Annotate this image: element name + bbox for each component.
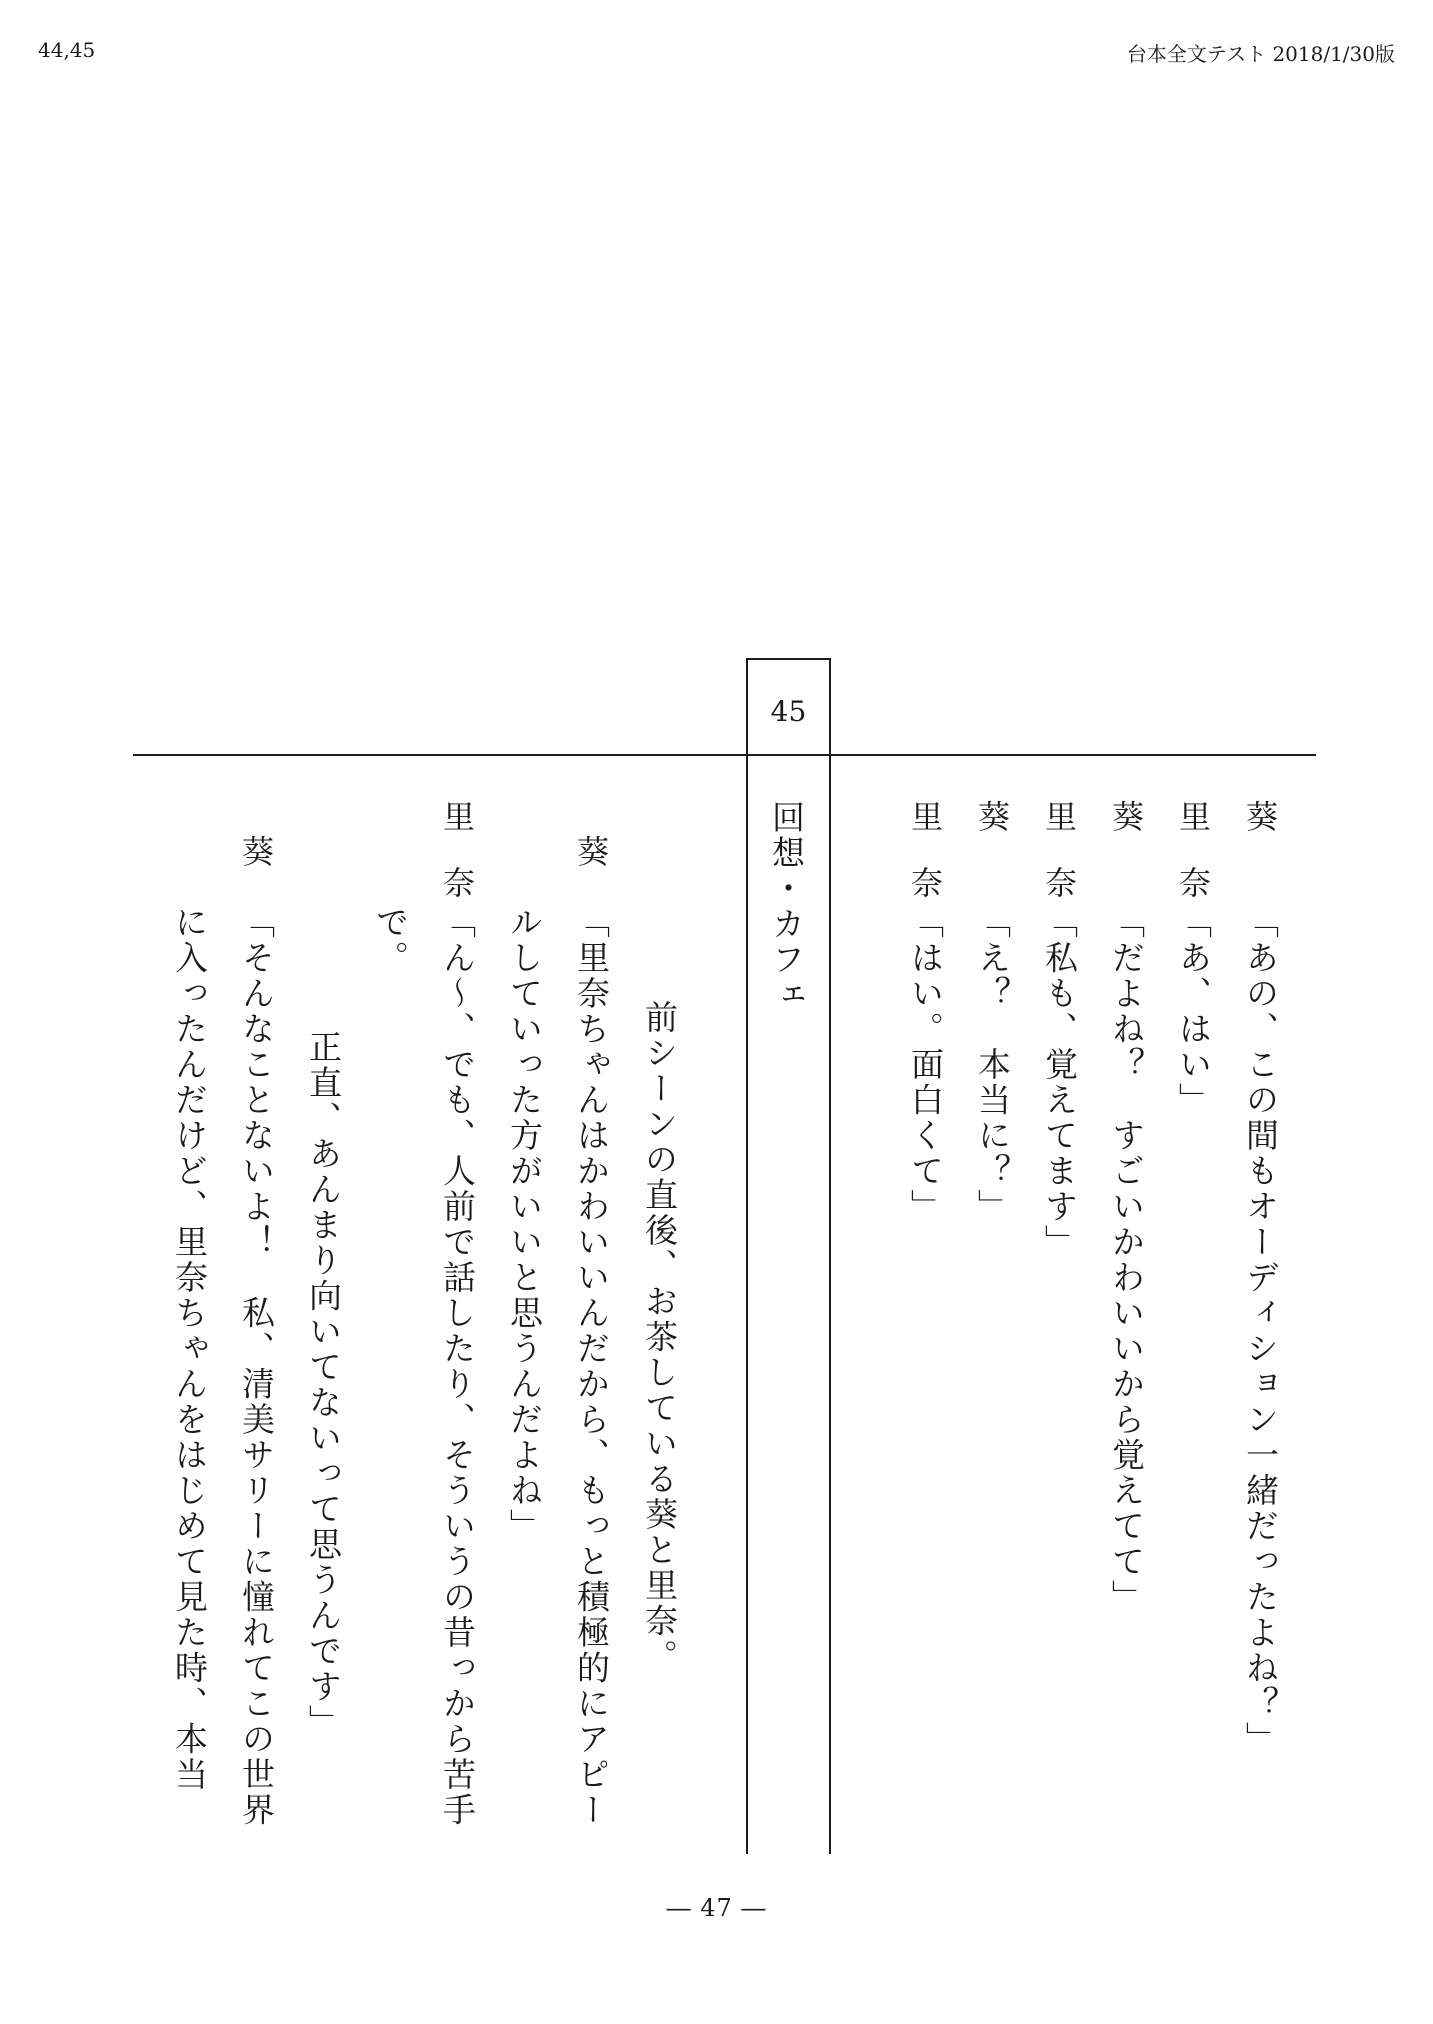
dialogue-line: 「あ、はい」 <box>1174 905 1213 1118</box>
speaker-name: 奈 <box>1040 866 1078 901</box>
dialogue-line: 「私も、覚えてます」 <box>1040 905 1079 1260</box>
speaker-name: 葵 <box>973 800 1011 835</box>
header-page-range: 44,45 <box>38 38 96 62</box>
speaker-name: 里 <box>906 800 944 835</box>
dialogue-line: 「え？ 本当に？」 <box>973 905 1012 1225</box>
speaker-name: 里 <box>1174 800 1212 835</box>
dialogue-line-continued: ルしていった方がいいと思うんだよね」 <box>505 905 544 1544</box>
speaker-name: 葵 <box>237 835 275 870</box>
scene-number: 45 <box>770 695 807 728</box>
dialogue-line: 「そんなことないよ！ 私、清美サリーに憧れてこの世界 <box>237 905 276 1828</box>
dialogue-line-continued: に入ったんだけど、里奈ちゃんをはじめて見た時、本当 <box>170 905 209 1793</box>
scene-heading: 回想・カフェ <box>767 800 806 1013</box>
speaker-name: 奈 <box>438 866 476 901</box>
speaker-name: 葵 <box>1107 800 1145 835</box>
header-document-title: 台本全文テスト 2018/1/30版 <box>1126 42 1395 66</box>
dialogue-line-continued: で。 <box>371 905 410 976</box>
scene-column-left-rule <box>746 754 748 1854</box>
page-number: ― 47 ― <box>666 1894 767 1922</box>
dialogue-line: 「だよね？ すごいかわいいから覚えてて」 <box>1107 905 1146 1615</box>
dialogue-line: 「里奈ちゃんはかわいいんだから、もっと積極的にアピー <box>572 905 611 1828</box>
scene-number-box <box>746 658 831 754</box>
dialogue-line: 「ん〜、でも、人前で話したり、そういうの昔っから苦手 <box>438 905 477 1828</box>
speaker-name: 里 <box>438 800 476 835</box>
scene-column-right-rule <box>829 754 831 1854</box>
dialogue-line: 「あの、この間もオーディション一緒だったよね？」 <box>1241 905 1280 1757</box>
speaker-name: 葵 <box>572 835 610 870</box>
dialogue-line: 「はい。面白くて」 <box>906 905 945 1225</box>
separator-line <box>133 754 1316 756</box>
dialogue-line-continued: 正直、あんまり向いてないって思うんです」 <box>304 1030 343 1740</box>
stage-direction: 前シーンの直後、お茶している葵と里奈。 <box>640 1000 679 1675</box>
speaker-name: 奈 <box>1174 866 1212 901</box>
speaker-name: 葵 <box>1241 800 1279 835</box>
speaker-name: 奈 <box>906 866 944 901</box>
speaker-name: 里 <box>1040 800 1078 835</box>
